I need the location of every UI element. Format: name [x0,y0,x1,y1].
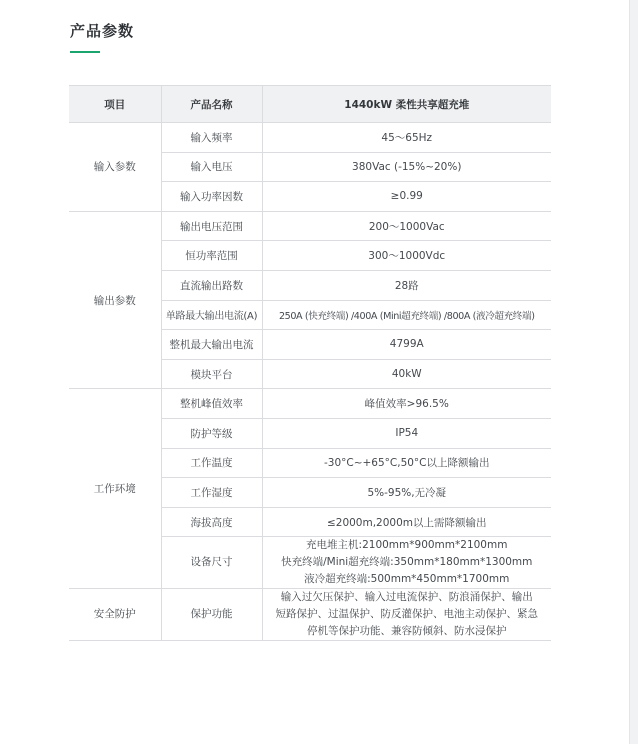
param-value: ≤2000m,2000m以上需降额输出 [262,507,551,537]
category-cell: 输出参数 [69,211,161,389]
param-value: 28路 [262,270,551,300]
param-name: 输入电压 [161,152,262,182]
param-value [262,589,551,641]
param-name: 模块平台 [161,359,262,389]
header-product-model: 1440kW 柔性共享超充堆 [262,86,551,123]
param-name: 设备尺寸 [161,537,262,589]
param-name: 整机最大输出电流 [161,330,262,360]
table-row [69,389,551,419]
param-value: 200～1000Vac [262,211,551,241]
param-value: 250A (快充终端) /400A (Mini超充终端) /800A (液冷超充终端) [262,300,551,330]
page-edge-strip [629,0,638,744]
category-cell: 安全防护 [69,589,161,641]
param-value: 380Vac (-15%~20%) [262,152,551,182]
param-value: 45～65Hz [262,123,551,153]
category-cell: 输入参数 [69,123,161,212]
value-line: 输入过欠压保护、输入过电流保护、防浪涌保护、输出 [280,591,533,604]
param-name: 单路最大输出电流(A) [161,300,262,330]
table-header-row [69,86,551,123]
value-line: 快充终端/Mini超充终端:350mm*180mm*1300mm [281,556,533,569]
section-title: 产品参数 [70,22,135,40]
table-row [69,123,551,153]
param-name: 直流输出路数 [161,270,262,300]
param-name: 输出电压范围 [161,211,262,241]
param-value: 40kW [262,359,551,389]
value-line: 充电堆主机:2100mm*900mm*2100mm [306,539,508,552]
param-value: 4799A [262,330,551,360]
param-value: IP54 [262,418,551,448]
param-name: 工作湿度 [161,478,262,508]
param-name: 整机峰值效率 [161,389,262,419]
table-row [69,211,551,241]
param-name: 海拔高度 [161,507,262,537]
param-name: 恒功率范围 [161,241,262,271]
param-value: -30°C~+65°C,50°C以上降额输出 [262,448,551,478]
title-underline [70,51,100,53]
param-name: 输入功率因数 [161,182,262,212]
param-value: 300～1000Vdc [262,241,551,271]
value-line: 液冷超充终端:500mm*450mm*1700mm [304,573,510,586]
param-name: 输入频率 [161,123,262,153]
value-line: 短路保护、过温保护、防反灌保护、电池主动保护、紧急 [275,608,538,621]
value-line: 停机等保护功能、兼容防倾斜、防水浸保护 [307,625,507,638]
param-value: 峰值效率>96.5% [262,389,551,419]
param-name: 工作温度 [161,448,262,478]
param-name: 保护功能 [161,589,262,641]
param-value: 5%-95%,无冷凝 [262,478,551,508]
table-row [69,589,551,641]
param-value [262,537,551,589]
param-name: 防护等级 [161,418,262,448]
header-item: 项目 [69,86,161,123]
param-value: ≥0.99 [262,182,551,212]
category-cell: 工作环境 [69,389,161,589]
header-product-name: 产品名称 [161,86,262,123]
product-parameters-table [69,85,551,641]
